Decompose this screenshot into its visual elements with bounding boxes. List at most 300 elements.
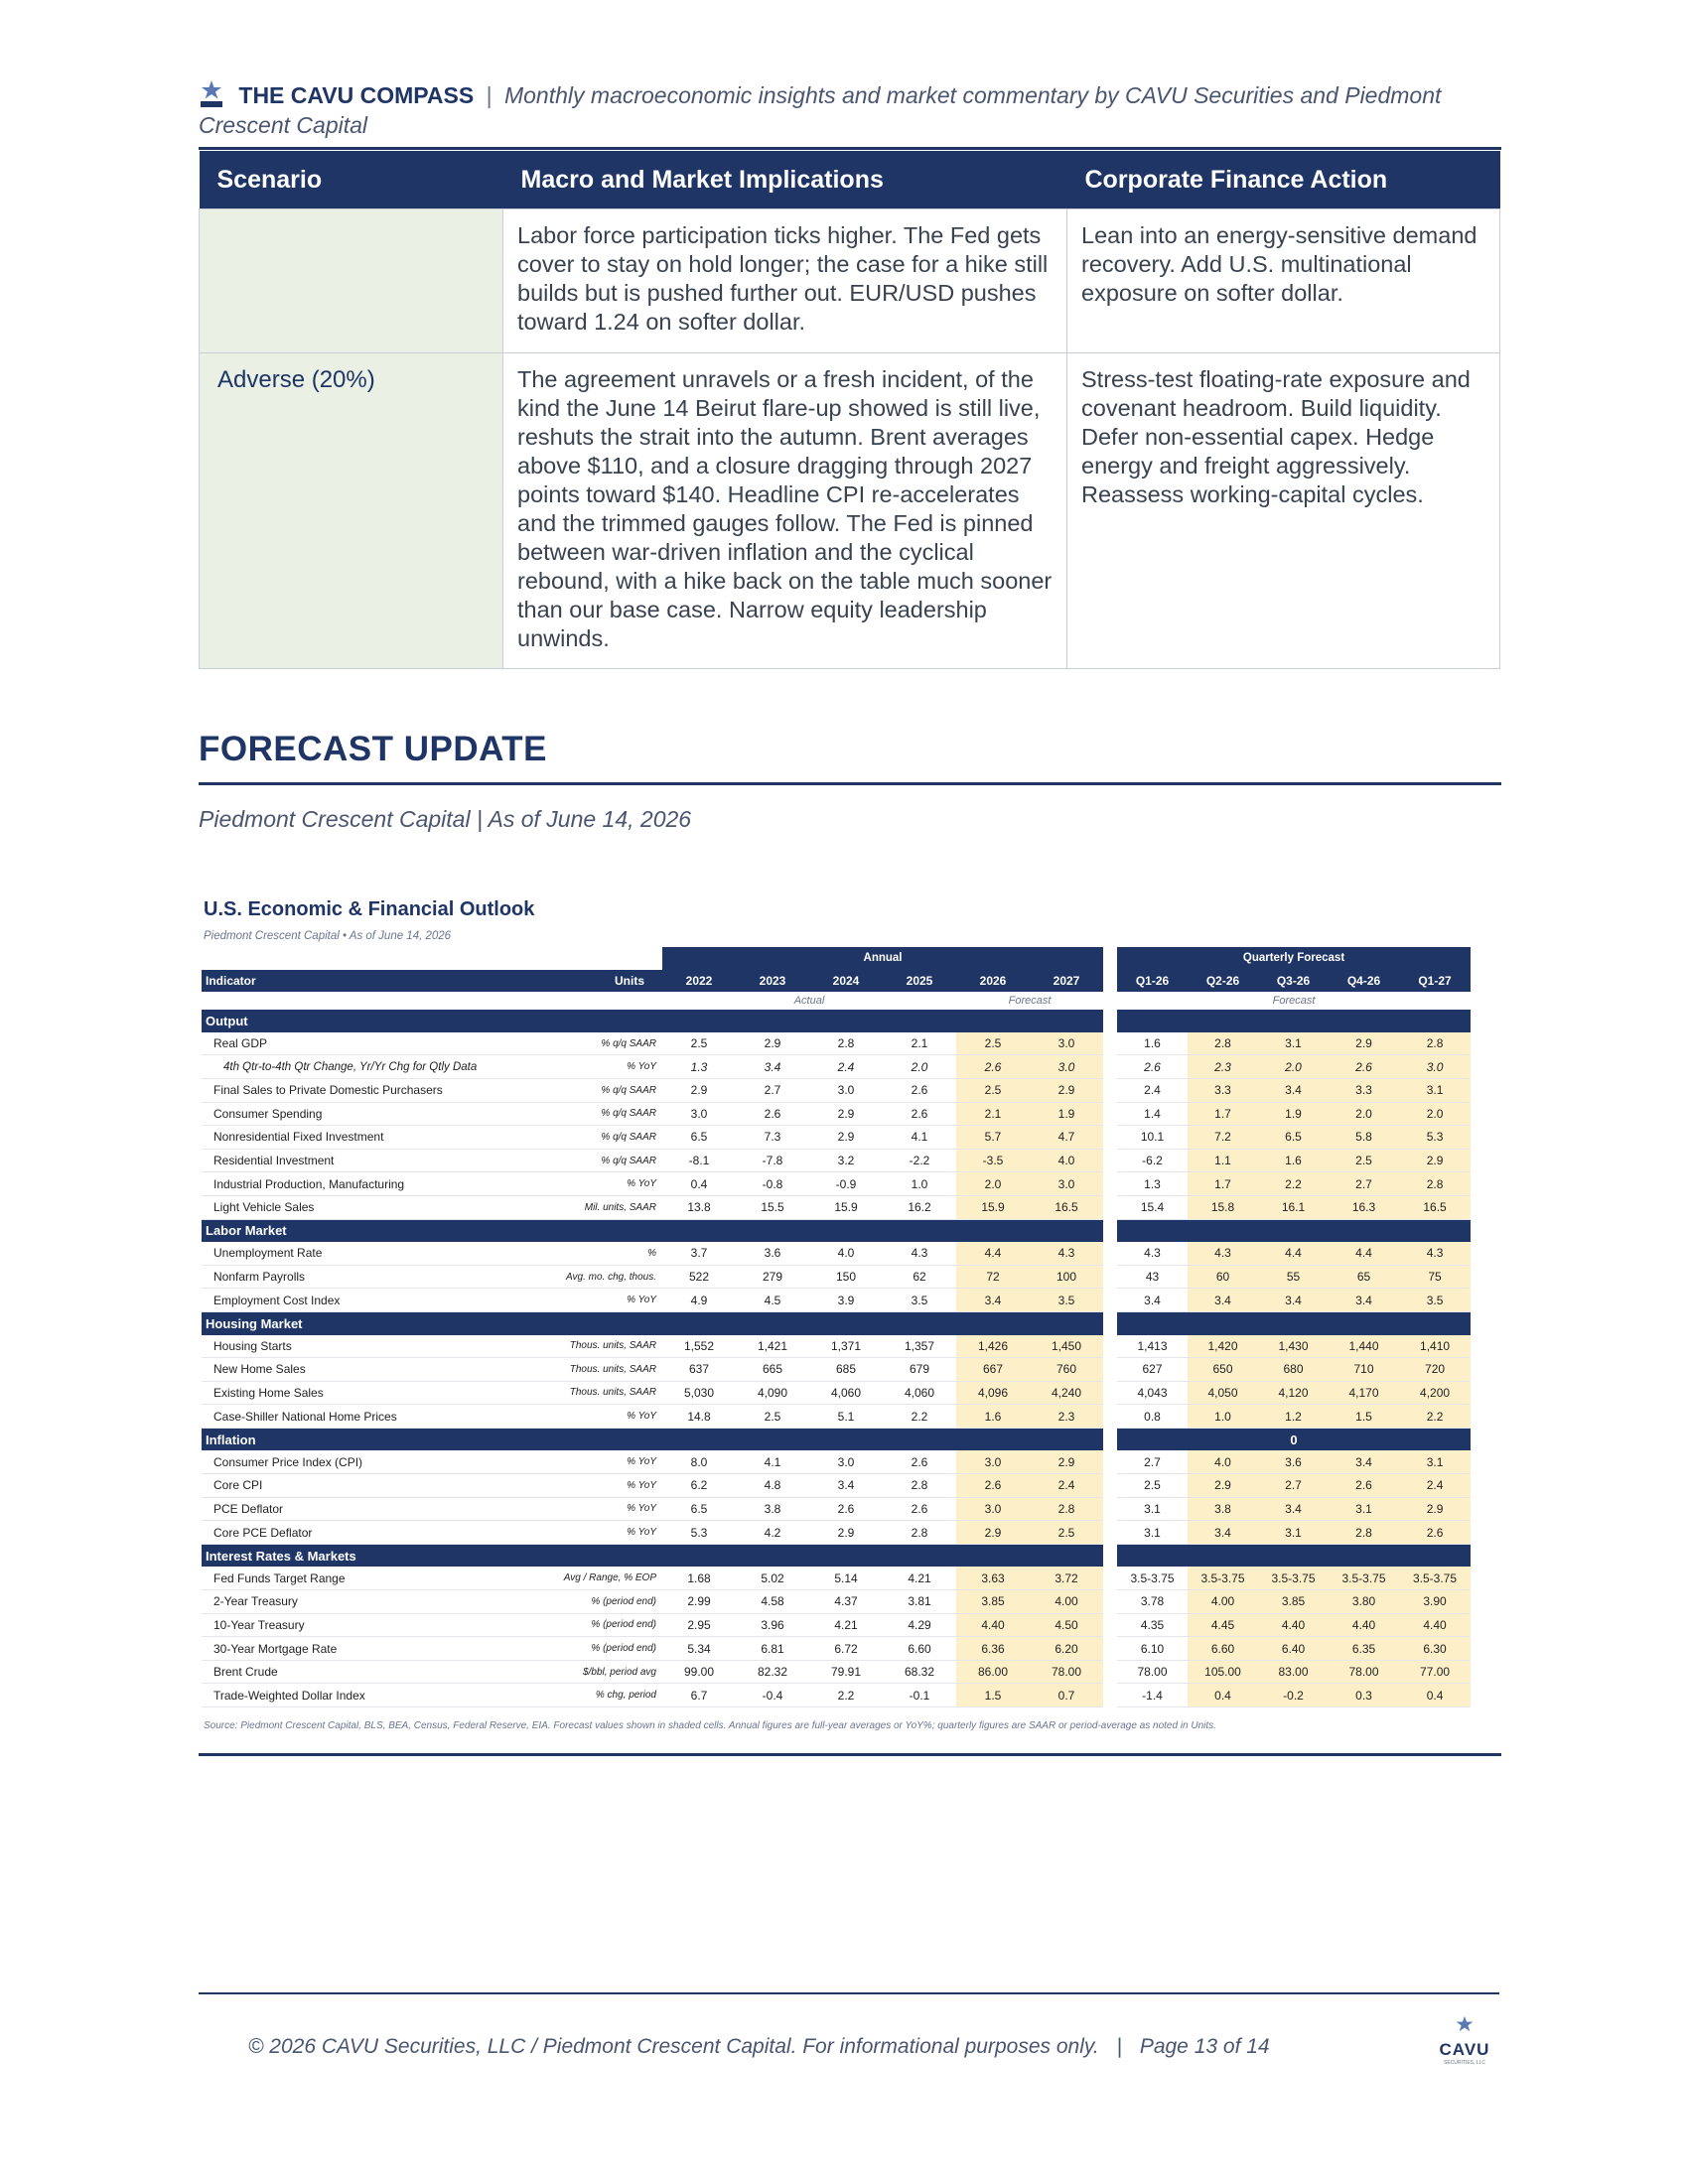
table-row	[202, 1567, 1471, 1589]
annual-value: 13.8	[662, 1195, 736, 1219]
section-row	[202, 1219, 1471, 1242]
quarterly-value: 4.45	[1188, 1613, 1258, 1637]
quarterly-value: 0.8	[1117, 1405, 1188, 1429]
annual-value: 8.0	[662, 1450, 736, 1473]
annual-value: 3.2	[809, 1149, 883, 1172]
scenario-label: Adverse (20%)	[200, 353, 503, 669]
quarterly-value: 16.1	[1258, 1195, 1329, 1219]
indicator-units: % q/q SAAR	[521, 1078, 662, 1102]
annual-value: 4.50	[1030, 1613, 1103, 1637]
section-quarterly-note	[1117, 1219, 1471, 1242]
quarterly-value: 3.5-3.75	[1329, 1567, 1399, 1589]
quarterly-value: 3.1	[1117, 1497, 1188, 1521]
section-title: FORECAST UPDATE	[199, 730, 548, 768]
quarterly-value: 3.1	[1399, 1450, 1471, 1473]
actual-forecast-labels	[202, 992, 1471, 1010]
quarterly-value: 680	[1258, 1358, 1329, 1382]
quarterly-value: 4.40	[1399, 1613, 1471, 1637]
quarterly-value: 6.10	[1117, 1637, 1188, 1661]
quarterly-value: 6.30	[1399, 1637, 1471, 1661]
annual-value: 1.0	[883, 1172, 956, 1196]
indicator-units: Mil. units, SAAR	[521, 1195, 662, 1219]
annual-value: 2.95	[662, 1613, 736, 1637]
annual-value: 2.8	[883, 1474, 956, 1498]
table-row	[202, 1637, 1471, 1661]
quarterly-value: 710	[1329, 1358, 1399, 1382]
quarterly-value: 3.4	[1329, 1450, 1399, 1473]
annual-value: 2.9	[809, 1521, 883, 1545]
table-row	[202, 1381, 1471, 1405]
footer-divider	[199, 1992, 1499, 1994]
indicator-label: PCE Deflator	[202, 1497, 521, 1521]
indicator-label: 10-Year Treasury	[202, 1613, 521, 1637]
annual-value: 2.5	[956, 1032, 1030, 1055]
quarterly-value: 4.3	[1399, 1242, 1471, 1265]
annual-value: 2.6	[883, 1102, 956, 1126]
annual-value: 2.9	[736, 1032, 809, 1055]
annual-value: 3.0	[662, 1102, 736, 1126]
section-label: Interest Rates & Markets	[202, 1544, 1103, 1567]
quarterly-value: 1.7	[1188, 1172, 1258, 1196]
quarterly-value: 4,120	[1258, 1381, 1329, 1405]
annual-value: 4.0	[1030, 1149, 1103, 1172]
indicator-units: % q/q SAAR	[521, 1102, 662, 1126]
quarterly-value: 3.5-3.75	[1258, 1567, 1329, 1589]
quarterly-value: 2.0	[1399, 1102, 1471, 1126]
group-quarterly: Quarterly Forecast	[1117, 947, 1471, 970]
annual-value: 15.9	[809, 1195, 883, 1219]
outlook-title: U.S. Economic & Financial Outlook	[204, 898, 535, 920]
scenario-table	[199, 151, 1500, 669]
quarterly-value: 3.3	[1329, 1078, 1399, 1102]
quarterly-value: 2.0	[1329, 1102, 1399, 1126]
quarterly-value: 3.80	[1329, 1590, 1399, 1614]
quarterly-value: 4.40	[1329, 1613, 1399, 1637]
quarterly-value: 2.4	[1117, 1078, 1188, 1102]
quarterly-value: 4,043	[1117, 1381, 1188, 1405]
table-row	[202, 1102, 1471, 1126]
annual-value: 1,371	[809, 1335, 883, 1358]
quarterly-value: 3.3	[1188, 1078, 1258, 1102]
quarterly-value: 5.3	[1399, 1126, 1471, 1150]
annual-value: 4.9	[662, 1289, 736, 1312]
annual-value: 72	[956, 1265, 1030, 1289]
annual-value: 2.6	[883, 1497, 956, 1521]
indicator-units: % q/q SAAR	[521, 1149, 662, 1172]
page-footer	[248, 2035, 1270, 2059]
table-row	[202, 1242, 1471, 1265]
indicator-units: %	[521, 1242, 662, 1265]
annual-value: 68.32	[883, 1660, 956, 1684]
annual-value: 2.8	[809, 1032, 883, 1055]
annual-value: 3.7	[662, 1242, 736, 1265]
annual-value: 2.2	[883, 1405, 956, 1429]
quarterly-value: 1,420	[1188, 1335, 1258, 1358]
annual-value: 5.3	[662, 1521, 736, 1545]
header-separator: |	[486, 82, 492, 108]
annual-value: 4.58	[736, 1590, 809, 1614]
section-label: Output	[202, 1010, 1103, 1032]
indicator-units: Thous. units, SAAR	[521, 1358, 662, 1382]
indicator-label: Industrial Production, Manufacturing	[202, 1172, 521, 1196]
annual-value: 2.7	[736, 1078, 809, 1102]
quarterly-value: 1.2	[1258, 1405, 1329, 1429]
quarterly-value: 6.35	[1329, 1637, 1399, 1661]
annual-value: 3.96	[736, 1613, 809, 1637]
annual-value: 4.40	[956, 1613, 1030, 1637]
quarterly-value: 55	[1258, 1265, 1329, 1289]
indicator-label: Light Vehicle Sales	[202, 1195, 521, 1219]
annual-value: 2.9	[809, 1126, 883, 1150]
indicator-label: Consumer Price Index (CPI)	[202, 1450, 521, 1473]
quarterly-value: 3.4	[1188, 1289, 1258, 1312]
annual-value: 3.0	[809, 1078, 883, 1102]
col-scenario: Scenario	[200, 151, 503, 209]
quarterly-value: 3.4	[1258, 1497, 1329, 1521]
quarterly-value: 0.3	[1329, 1684, 1399, 1707]
indicator-units: % YoY	[521, 1172, 662, 1196]
annual-value: 0.7	[1030, 1684, 1103, 1707]
section-quarterly-note	[1117, 1544, 1471, 1567]
scenario-row	[200, 209, 1500, 353]
quarterly-value: 1.3	[1117, 1172, 1188, 1196]
indicator-units: Avg. mo. chg, thous.	[521, 1265, 662, 1289]
quarterly-value: 2.8	[1399, 1172, 1471, 1196]
annual-value: 0.4	[662, 1172, 736, 1196]
annual-value: 2.6	[956, 1055, 1030, 1079]
quarterly-value: 4.4	[1258, 1242, 1329, 1265]
quarterly-value: 3.1	[1399, 1078, 1471, 1102]
indicator-label: Brent Crude	[202, 1660, 521, 1684]
annual-value: 5.34	[662, 1637, 736, 1661]
quarterly-value: 2.6	[1117, 1055, 1188, 1079]
annual-value: 2.0	[883, 1055, 956, 1079]
quarterly-value: 3.5-3.75	[1188, 1567, 1258, 1589]
annual-value: 2.8	[1030, 1497, 1103, 1521]
quarterly-value: 2.9	[1329, 1032, 1399, 1055]
label-actual: Actual	[793, 995, 825, 1008]
quarterly-value: 3.0	[1399, 1055, 1471, 1079]
annual-value: 2.9	[809, 1102, 883, 1126]
section-quarterly-note	[1117, 1311, 1471, 1334]
quarterly-value: 4.00	[1188, 1590, 1258, 1614]
annual-value: 79.91	[809, 1660, 883, 1684]
quarterly-value: 2.6	[1329, 1474, 1399, 1498]
indicator-units: % q/q SAAR	[521, 1032, 662, 1055]
annual-value: 15.5	[736, 1195, 809, 1219]
quarterly-value: 2.9	[1188, 1474, 1258, 1498]
annual-value: 522	[662, 1265, 736, 1289]
quarterly-value: 83.00	[1258, 1660, 1329, 1684]
quarterly-value: 4.4	[1329, 1242, 1399, 1265]
indicator-units: Thous. units, SAAR	[521, 1335, 662, 1358]
corporate-action-text: Lean into an energy-sensitive demand recovery. Add U.S. multinational exposure on softer dollar.	[1067, 209, 1500, 353]
annual-value: 6.20	[1030, 1637, 1103, 1661]
annual-value: 4.00	[1030, 1590, 1103, 1614]
annual-value: 5.02	[736, 1567, 809, 1589]
quarterly-value: 75	[1399, 1265, 1471, 1289]
annual-value: -3.5	[956, 1149, 1030, 1172]
quarterly-value: 3.85	[1258, 1590, 1329, 1614]
annual-value: 6.5	[662, 1126, 736, 1150]
label-quarterly-forecast: Forecast	[1272, 995, 1316, 1008]
table-row	[202, 1055, 1471, 1079]
indicator-label: Nonresidential Fixed Investment	[202, 1126, 521, 1150]
col-quarter-q1-27: Q1-27	[1418, 973, 1452, 988]
quarterly-value: 2.2	[1258, 1172, 1329, 1196]
indicator-label: Residential Investment	[202, 1149, 521, 1172]
annual-value: 1,552	[662, 1335, 736, 1358]
annual-value: 1,450	[1030, 1335, 1103, 1358]
annual-value: -7.8	[736, 1149, 809, 1172]
annual-value: 7.3	[736, 1126, 809, 1150]
quarterly-value: 3.90	[1399, 1590, 1471, 1614]
section-label: Inflation	[202, 1428, 1103, 1450]
indicator-label: Fed Funds Target Range	[202, 1567, 521, 1589]
annual-value: 3.8	[736, 1497, 809, 1521]
table-row	[202, 1358, 1471, 1382]
col-macro-implications: Macro and Market Implications	[503, 151, 1067, 209]
annual-value: -0.1	[883, 1684, 956, 1707]
annual-value: 16.5	[1030, 1195, 1103, 1219]
indicator-units: % YoY	[521, 1055, 662, 1079]
quarterly-value: 1.0	[1188, 1405, 1258, 1429]
annual-value: 3.81	[883, 1590, 956, 1614]
quarterly-value: 1.9	[1258, 1102, 1329, 1126]
annual-value: 4,060	[809, 1381, 883, 1405]
indicator-units: % YoY	[521, 1521, 662, 1545]
annual-value: 4,090	[736, 1381, 809, 1405]
annual-value: 1.68	[662, 1567, 736, 1589]
table-row	[202, 1521, 1471, 1545]
annual-value: 3.0	[956, 1497, 1030, 1521]
annual-value: 5.14	[809, 1567, 883, 1589]
section-label: Labor Market	[202, 1219, 1103, 1242]
quarterly-value: 2.4	[1399, 1474, 1471, 1498]
annual-value: 3.4	[956, 1289, 1030, 1312]
annual-value: 2.5	[956, 1078, 1030, 1102]
annual-value: -0.4	[736, 1684, 809, 1707]
page-number: Page 13 of 14	[1139, 2035, 1270, 2058]
annual-value: 4.21	[809, 1613, 883, 1637]
indicator-units: % YoY	[521, 1474, 662, 1498]
annual-value: 4.37	[809, 1590, 883, 1614]
annual-value: 2.5	[662, 1032, 736, 1055]
annual-value: 5.7	[956, 1126, 1030, 1150]
indicator-label: Final Sales to Private Domestic Purchasers	[202, 1078, 521, 1102]
quarterly-value: 650	[1188, 1358, 1258, 1382]
annual-value: 4,096	[956, 1381, 1030, 1405]
quarterly-value: 2.2	[1399, 1405, 1471, 1429]
annual-value: 2.4	[1030, 1474, 1103, 1498]
quarterly-value: 5.8	[1329, 1126, 1399, 1150]
col-quarter-q3-26: Q3-26	[1276, 973, 1311, 988]
section-label: Housing Market	[202, 1311, 1103, 1334]
col-indicator: Indicator	[206, 973, 256, 988]
annual-value: 665	[736, 1358, 809, 1382]
quarterly-value: 2.0	[1258, 1055, 1329, 1079]
quarterly-value: 7.2	[1188, 1126, 1258, 1150]
table-row	[202, 1613, 1471, 1637]
indicator-units: % YoY	[521, 1405, 662, 1429]
table-row	[202, 1172, 1471, 1196]
page-header	[199, 79, 1489, 140]
annual-value: 3.85	[956, 1590, 1030, 1614]
quarterly-value: 3.4	[1188, 1521, 1258, 1545]
table-row	[202, 1684, 1471, 1707]
col-year-2027: 2027	[1053, 973, 1080, 988]
annual-value: 1.5	[956, 1684, 1030, 1707]
annual-value: 3.0	[1030, 1172, 1103, 1196]
table-row	[202, 1590, 1471, 1614]
indicator-label: Core PCE Deflator	[202, 1521, 521, 1545]
quarterly-value: 4,200	[1399, 1381, 1471, 1405]
annual-value: 16.2	[883, 1195, 956, 1219]
quarterly-value: 43	[1117, 1265, 1188, 1289]
col-year-2023: 2023	[759, 973, 786, 988]
quarterly-value: 2.8	[1399, 1032, 1471, 1055]
annual-value: 2.6	[809, 1497, 883, 1521]
footer-logo	[1435, 2015, 1494, 2066]
annual-value: 4.0	[809, 1242, 883, 1265]
table-row	[202, 1405, 1471, 1429]
indicator-label: Real GDP	[202, 1032, 521, 1055]
quarterly-value: 1,430	[1258, 1335, 1329, 1358]
quarterly-value: 3.4	[1258, 1289, 1329, 1312]
quarterly-value: 1,440	[1329, 1335, 1399, 1358]
quarterly-value: 2.5	[1117, 1474, 1188, 1498]
quarterly-value: 78.00	[1329, 1660, 1399, 1684]
annual-value: 5.1	[809, 1405, 883, 1429]
annual-value: 1,426	[956, 1335, 1030, 1358]
quarterly-value: 3.4	[1329, 1289, 1399, 1312]
annual-value: 2.9	[1030, 1450, 1103, 1473]
outlook-column-header	[202, 970, 1471, 993]
quarterly-value: -1.4	[1117, 1684, 1188, 1707]
annual-value: 78.00	[1030, 1660, 1103, 1684]
col-corporate-action: Corporate Finance Action	[1067, 151, 1500, 209]
table-row	[202, 1289, 1471, 1312]
quarterly-value: 627	[1117, 1358, 1188, 1382]
annual-value: 3.0	[1030, 1032, 1103, 1055]
annual-value: 2.9	[956, 1521, 1030, 1545]
quarterly-value: 4,050	[1188, 1381, 1258, 1405]
annual-value: 637	[662, 1358, 736, 1382]
annual-value: 3.4	[809, 1474, 883, 1498]
quarterly-value: 3.6	[1258, 1450, 1329, 1473]
annual-value: 2.4	[809, 1055, 883, 1079]
quarterly-value: 1.6	[1258, 1149, 1329, 1172]
quarterly-value: 1.5	[1329, 1405, 1399, 1429]
col-quarter-q1-26: Q1-26	[1135, 973, 1170, 988]
quarterly-value: 6.40	[1258, 1637, 1329, 1661]
quarterly-value: 60	[1188, 1265, 1258, 1289]
indicator-label: Nonfarm Payrolls	[202, 1265, 521, 1289]
annual-value: 4.2	[736, 1521, 809, 1545]
annual-value: 100	[1030, 1265, 1103, 1289]
outlook-subtitle: Piedmont Crescent Capital • As of June 14, 2026	[204, 930, 452, 942]
outlook-group-header	[202, 947, 1471, 970]
annual-value: 3.0	[1030, 1055, 1103, 1079]
annual-value: 2.8	[883, 1521, 956, 1545]
quarterly-value: 4.3	[1188, 1242, 1258, 1265]
annual-value: 4.1	[736, 1450, 809, 1473]
indicator-label: 30-Year Mortgage Rate	[202, 1637, 521, 1661]
quarterly-value: 65	[1329, 1265, 1399, 1289]
annual-value: 2.6	[883, 1078, 956, 1102]
quarterly-value: 2.6	[1399, 1521, 1471, 1545]
section-subtitle: Piedmont Crescent Capital | As of June 14, 2026	[199, 806, 692, 832]
quarterly-value: 105.00	[1188, 1660, 1258, 1684]
quarterly-value: 78.00	[1117, 1660, 1188, 1684]
quarterly-value: 3.5	[1399, 1289, 1471, 1312]
indicator-units: Avg / Range, % EOP	[521, 1567, 662, 1589]
source-note: Source: Piedmont Crescent Capital, BLS, BEA, Census, Federal Reserve, EIA. Forecast values shown in shaded cells. Annual figures are full-year averages or YoY%; quarterly figures are SAAR or period-average as noted in Units.	[204, 1720, 1216, 1731]
group-annual: Annual	[662, 947, 1103, 970]
quarterly-value: 4,170	[1329, 1381, 1399, 1405]
table-row	[202, 1450, 1471, 1473]
col-year-2022: 2022	[685, 973, 713, 988]
quarterly-value: 4.40	[1258, 1613, 1329, 1637]
annual-value: 6.5	[662, 1497, 736, 1521]
section-divider	[199, 782, 1501, 785]
macro-implications-text: Labor force participation ticks higher. The Fed gets cover to stay on hold longer; the case for a hike still builds but is pushed further out. EUR/USD pushes toward 1.24 on softer dollar.	[503, 209, 1067, 353]
quarterly-value: 2.7	[1329, 1172, 1399, 1196]
copyright-text: © 2026 CAVU Securities, LLC / Piedmont Crescent Capital. For informational purposes only.	[248, 2035, 1099, 2058]
annual-value: 2.3	[1030, 1405, 1103, 1429]
indicator-units: $/bbl, period avg	[521, 1660, 662, 1684]
quarterly-value: 4.35	[1117, 1613, 1188, 1637]
publication-name: THE CAVU COMPASS	[238, 82, 475, 108]
annual-value: 279	[736, 1265, 809, 1289]
quarterly-value: -6.2	[1117, 1149, 1188, 1172]
quarterly-value: 0.4	[1188, 1684, 1258, 1707]
annual-value: 99.00	[662, 1660, 736, 1684]
quarterly-value: 3.1	[1258, 1521, 1329, 1545]
quarterly-value: 3.78	[1117, 1590, 1188, 1614]
cavu-star-icon	[1454, 2015, 1476, 2035]
indicator-label: Existing Home Sales	[202, 1381, 521, 1405]
annual-value: 4,060	[883, 1381, 956, 1405]
quarterly-value: 2.8	[1329, 1521, 1399, 1545]
section-row	[202, 1010, 1471, 1032]
indicator-label: Case-Shiller National Home Prices	[202, 1405, 521, 1429]
annual-value: 1.6	[956, 1405, 1030, 1429]
outlook-table-body	[202, 1010, 1471, 1706]
indicator-label: Employment Cost Index	[202, 1289, 521, 1312]
annual-value: 2.1	[956, 1102, 1030, 1126]
quarterly-value: 2.3	[1188, 1055, 1258, 1079]
quarterly-value: 2.9	[1399, 1497, 1471, 1521]
table-row	[202, 1660, 1471, 1684]
col-units: Units	[615, 973, 644, 988]
annual-value: 2.2	[809, 1684, 883, 1707]
quarterly-value: 3.1	[1258, 1032, 1329, 1055]
annual-value: -2.2	[883, 1149, 956, 1172]
quarterly-value: 2.7	[1117, 1450, 1188, 1473]
indicator-label: Consumer Spending	[202, 1102, 521, 1126]
footer-separator: |	[1116, 2035, 1122, 2058]
annual-value: 150	[809, 1265, 883, 1289]
annual-value: 4.7	[1030, 1126, 1103, 1150]
indicator-units: % YoY	[521, 1497, 662, 1521]
annual-value: 6.81	[736, 1637, 809, 1661]
label-forecast: Forecast	[1008, 995, 1052, 1008]
quarterly-value: 6.5	[1258, 1126, 1329, 1150]
indicator-units: % (period end)	[521, 1590, 662, 1614]
footer-logo-subtext: SECURITIES, LLC	[1444, 2060, 1485, 2066]
quarterly-value: 2.5	[1329, 1149, 1399, 1172]
